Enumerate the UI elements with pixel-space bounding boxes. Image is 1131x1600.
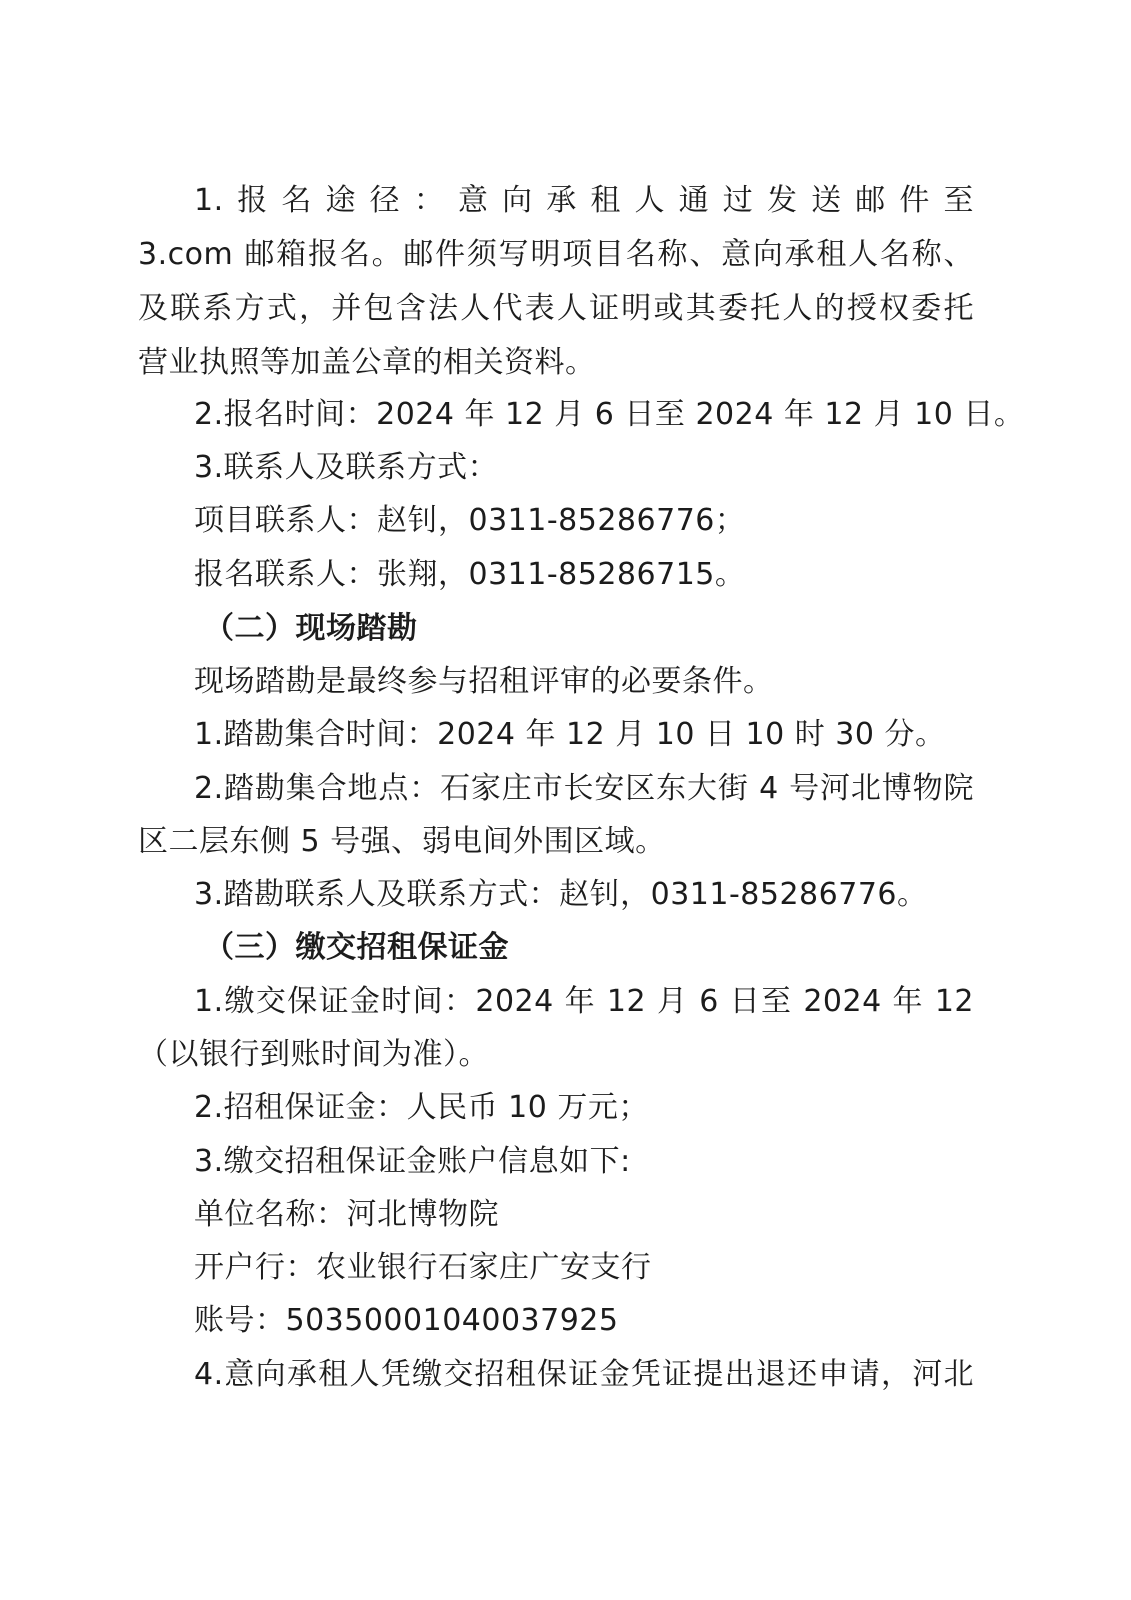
paragraph-line: 营业执照等加盖公章的相关资料。 [138,345,596,380]
paragraph-line: 报名联系人：张翔，0311-85286715。 [194,557,746,592]
paragraph-line: 2.招租保证金：人民币 10 万元； [194,1090,649,1125]
paragraph-line: 开户行：农业银行石家庄广安支行 [194,1250,652,1285]
section-heading: （二）现场踏勘 [204,611,418,646]
paragraph-line: 账号：50350001040037925 [194,1303,619,1338]
paragraph-line: 1.报名途径：意向承租人通过发送邮件至 [194,183,974,218]
paragraph-line: 2.报名时间：2024 年 12 月 6 日至 2024 年 12 月 10 日。 [194,397,1025,432]
paragraph-line: 1.缴交保证金时间：2024 年 12 月 6 日至 2024 年 12 [194,984,974,1019]
paragraph-line: 项目联系人：赵钊，0311-85286776； [194,503,746,538]
paragraph-line: 2.踏勘集合地点：石家庄市长安区东大街 4 号河北博物院 [194,771,974,806]
paragraph-line: 及联系方式，并包含法人代表人证明或其委托人的授权委托 [138,291,974,326]
paragraph-line: 单位名称：河北博物院 [194,1197,499,1232]
paragraph-line: 3.缴交招租保证金账户信息如下: [194,1144,631,1179]
paragraph-line: 4.意向承租人凭缴交招租保证金凭证提出退还申请，河北 [194,1357,974,1392]
section-heading: （三）缴交招租保证金 [204,930,509,965]
paragraph-line: 3.联系人及联系方式： [194,450,499,485]
paragraph-line: 现场踏勘是最终参与招租评审的必要条件。 [194,664,774,699]
paragraph-line: 1.踏勘集合时间：2024 年 12 月 10 日 10 时 30 分。 [194,717,946,752]
paragraph-line: 3.踏勘联系人及联系方式：赵钊，0311-85286776。 [194,877,928,912]
paragraph-line: 区二层东侧 5 号强、弱电间外围区域。 [138,824,666,859]
paragraph-line: 3.com 邮箱报名。邮件须写明项目名称、意向承租人名称、 [138,237,974,272]
paragraph-line: （以银行到账时间为准）。 [138,1037,489,1072]
